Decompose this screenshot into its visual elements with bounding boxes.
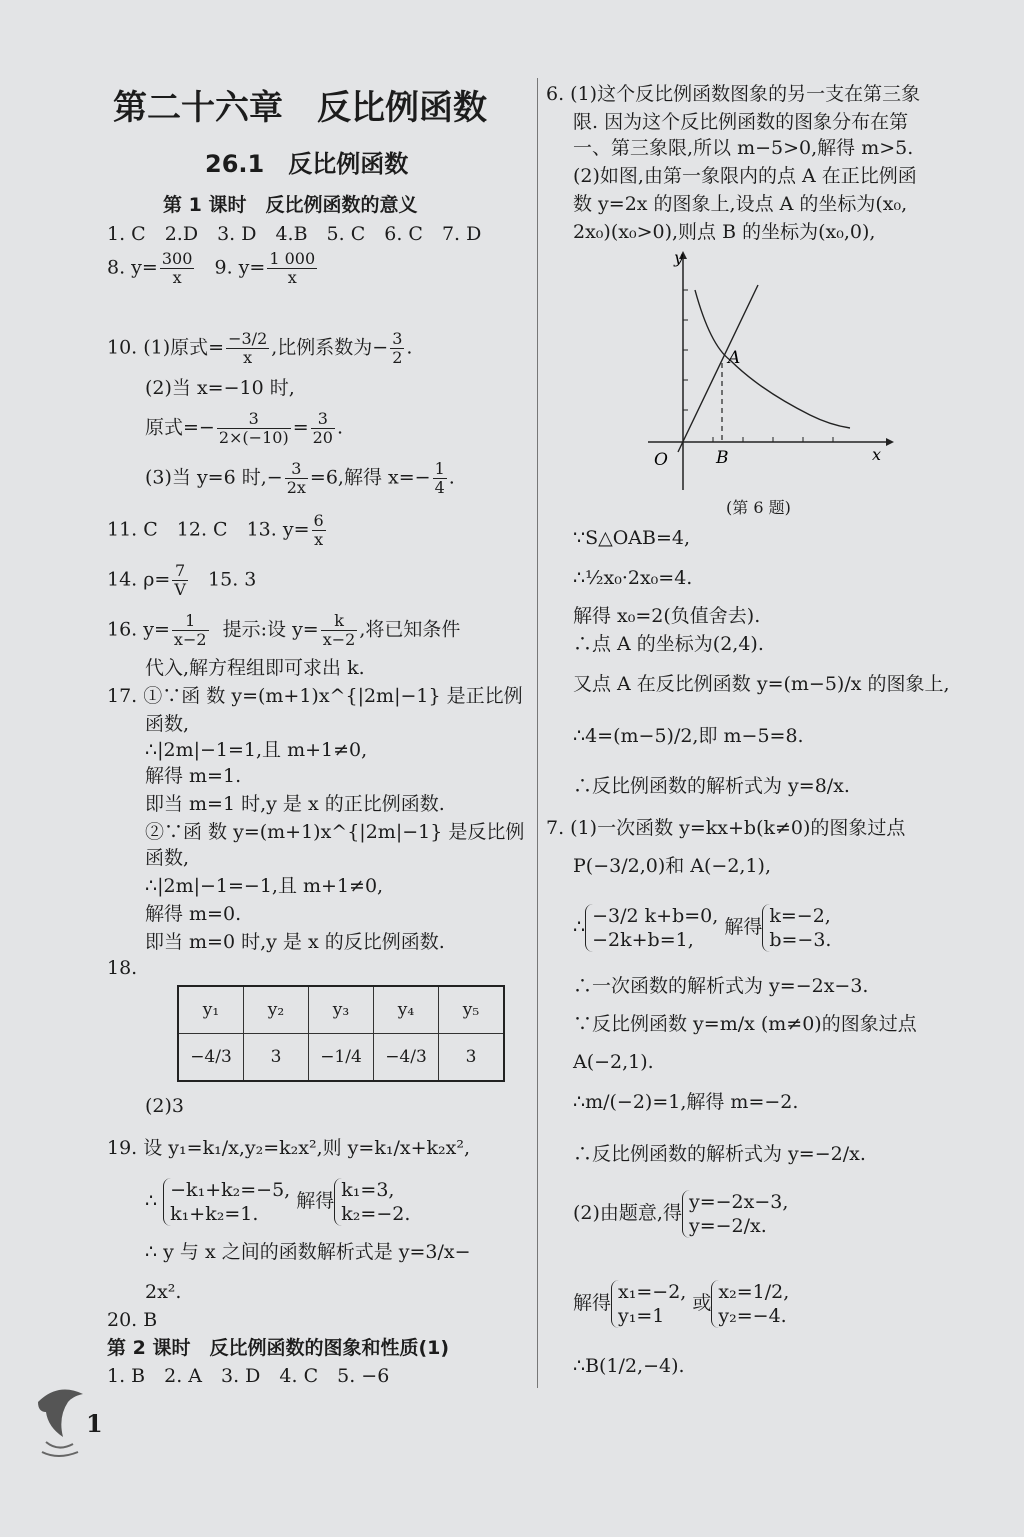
answer-18-table [177,985,505,1082]
hyperbola-curve [695,290,850,428]
y-axis-label: y [674,248,684,267]
origin-label: O [654,450,668,470]
answer-6h: ∴½x₀·2x₀=4. [573,567,693,589]
answer-20: 20. B [107,1309,158,1331]
answers-1-7: 1. C 2.D 3. D 4.B 5. C 6. C 7. D [107,223,482,245]
answer-6a: 6. (1)这个反比例函数图象的另一支在第三象 [546,83,921,105]
answer-17e: 即当 m=1 时,y 是 x 的正比例函数. [145,793,445,815]
fraction: $\frac{1 000}{x}$ [269,249,316,287]
answer-7h: ∴反比例函数的解析式为 y=−2/x. [573,1143,866,1165]
answer-17f: ②∵函 数 y=(m+1)x^{|2m|−1} 是反比例 [145,821,525,843]
answer-19c: ∴ y 与 x 之间的函数解析式是 y=3/x− [145,1241,471,1263]
table-cell: 3 [439,1034,505,1082]
answer-7b: P(−3/2,0)和 A(−2,1), [573,855,771,877]
x-axis-arrow-icon [886,438,894,446]
fraction: $\frac{3}{20}$ [312,409,333,447]
answer-7k: ∴B(1/2,−4). [573,1355,685,1377]
answer-7f: A(−2,1). [573,1051,654,1073]
answer-7j: 解得 x₁=−2, y₁=1 或 x₂=1/2, y₂=−4. [573,1281,790,1327]
system-brace: −3/2 k+b=0, −2k+b=1, [585,904,718,952]
answer-6b: 限. 因为这个反比例函数的图象分布在第 [573,111,909,133]
answer-6d: (2)如图,由第一象限内的点 A 在正比例函 [573,165,917,187]
section-title: 26.1 反比例函数 [205,150,409,178]
line-y-2x [678,285,758,452]
table-cell: −4/3 [374,1034,439,1082]
chapter-title: 第二十六章 反比例函数 [113,88,487,128]
answer-17a: 17. ①∵函 数 y=(m+1)x^{|2m|−1} 是正比例 [107,685,523,707]
answer-11-13: 11. C 12. C 13. y= $\frac{6}{x}$ [107,511,324,549]
answer-16b: 代入,解方程组即可求出 k. [145,657,365,679]
answer-7i: (2)由题意,得 y=−2x−3, y=−2/x. [573,1191,789,1237]
fraction: $\frac{3}{2\times(-10)}$ [218,409,289,447]
table-header: y₃ [309,986,374,1034]
answer-7g: ∴m/(−2)=1,解得 m=−2. [573,1091,799,1113]
x-axis-label: x [872,445,882,464]
page-number: 1 [86,1409,103,1438]
answer-7c: ∴ −3/2 k+b=0, −2k+b=1, 解得 k=−2, b=−3. [573,905,832,951]
system-brace: k=−2, b=−3. [762,904,831,952]
fraction: $\frac{1}{4}$ [434,459,445,497]
fraction: $\frac{-3/2}{x}$ [228,329,268,367]
answer-6m: ∴反比例函数的解析式为 y=8/x. [573,775,850,797]
answer-6c: 一、第三象限,所以 m−5>0,解得 m>5. [573,137,914,159]
table-header: y₁ [178,986,244,1034]
table-header: y₅ [439,986,505,1034]
table-header: y₂ [244,986,309,1034]
answer-17i: 解得 m=0. [145,903,242,925]
answer-6i: 解得 x₀=2(负值舍去). [573,605,761,627]
answer-10c: 原式=− $\frac{3}{2\times(-10)}$ = $\frac{3}{20}$ . [145,409,344,447]
system-brace: k₁=3, k₂=−2. [334,1178,410,1226]
fraction: $\frac{7}{V}$ [174,561,186,599]
answer-17d: 解得 m=1. [145,765,242,787]
table-cell: 3 [244,1034,309,1082]
answer-6k: 又点 A 在反比例函数 y=(m−5)/x 的图象上, [573,673,950,695]
answer-17c: ∴|2m|−1=1,且 m+1≠0, [145,739,368,761]
answer-6e: 数 y=2x 的图象上,设点 A 的坐标为(x₀, [573,193,908,215]
point-a-label: A [728,348,741,368]
answer-6f: 2x₀)(x₀>0),则点 B 的坐标为(x₀,0), [573,221,876,243]
system-brace: −k₁+k₂=−5, k₁+k₂=1. [163,1178,290,1226]
system-brace: x₂=1/2, y₂=−4. [711,1280,789,1328]
fraction: $\frac{1}{x-2}$ [173,611,207,649]
answer-19a: 19. 设 y₁=k₁/x,y₂=k₂x²,则 y=k₁/x+k₂x², [107,1137,470,1159]
fraction: $\frac{6}{x}$ [313,511,324,549]
answer-17g: 函数, [145,847,190,869]
answer-6j: ∴点 A 的坐标为(2,4). [573,633,764,655]
fraction: $\frac{k}{x-2}$ [322,611,356,649]
table-cell: −4/3 [178,1034,244,1082]
answers-lesson2: 1. B 2. A 3. D 4. C 5. −6 [107,1365,390,1387]
table-cell: −1/4 [309,1034,374,1082]
answer-16: 16. y= $\frac{1}{x-2}$ 提示:设 y= $\frac{k}{x-2}$ ,将已知条件 [107,611,461,649]
answer-10a: 10. (1)原式= $\frac{-3/2}{x}$ ,比例系数为− $\frac{3}{2}$ . [107,329,413,367]
system-brace: x₁=−2, y₁=1 [611,1280,686,1328]
system-brace: y=−2x−3, y=−2/x. [682,1190,788,1238]
answer-18b: (2)3 [145,1095,185,1117]
answer-19b: ∴ −k₁+k₂=−5, k₁+k₂=1. 解得 k₁=3, k₂=−2. [145,1179,411,1225]
point-b-label: B [716,448,729,468]
fraction: $\frac{3}{2x}$ [286,459,306,497]
answer-7e: ∵反比例函数 y=m/x (m≠0)的图象过点 [573,1013,917,1035]
answer-14-15: 14. ρ= $\frac{7}{V}$ 15. 3 [107,561,257,599]
fraction: $\frac{3}{2}$ [392,329,403,367]
answer-10d: (3)当 y=6 时,− $\frac{3}{2x}$ =6,解得 x=− $\frac{1}{4}$ . [145,459,455,497]
answer-19d: 2x². [145,1281,182,1303]
figure-6-graph [640,245,900,495]
answer-10b: (2)当 x=−10 时, [145,377,295,399]
fraction: $\frac{300}{x}$ [161,249,193,287]
answer-17b: 函数, [145,713,190,735]
answer-17j: 即当 m=0 时,y 是 x 的反比例函数. [145,931,445,953]
answer-6g: ∵S△OAB=4, [573,527,691,549]
figure-6-caption: (第 6 题) [726,498,791,517]
answer-17h: ∴|2m|−1=−1,且 m+1≠0, [145,875,384,897]
answer-8-9: 8. y= $\frac{300}{x}$ 9. y= $\frac{1 000}{x}$ [107,249,316,287]
answer-7d: ∴一次函数的解析式为 y=−2x−3. [573,975,869,997]
answer-18: 18. [107,957,138,979]
answer-7a: 7. (1)一次函数 y=kx+b(k≠0)的图象过点 [546,817,906,839]
table-header: y₄ [374,986,439,1034]
lesson2-title: 第 2 课时 反比例函数的图象和性质(1) [107,1337,450,1359]
answer-6l: ∴4=(m−5)/2,即 m−5=8. [573,725,804,747]
lesson1-title: 第 1 课时 反比例函数的意义 [163,194,418,216]
column-divider [537,78,538,1388]
